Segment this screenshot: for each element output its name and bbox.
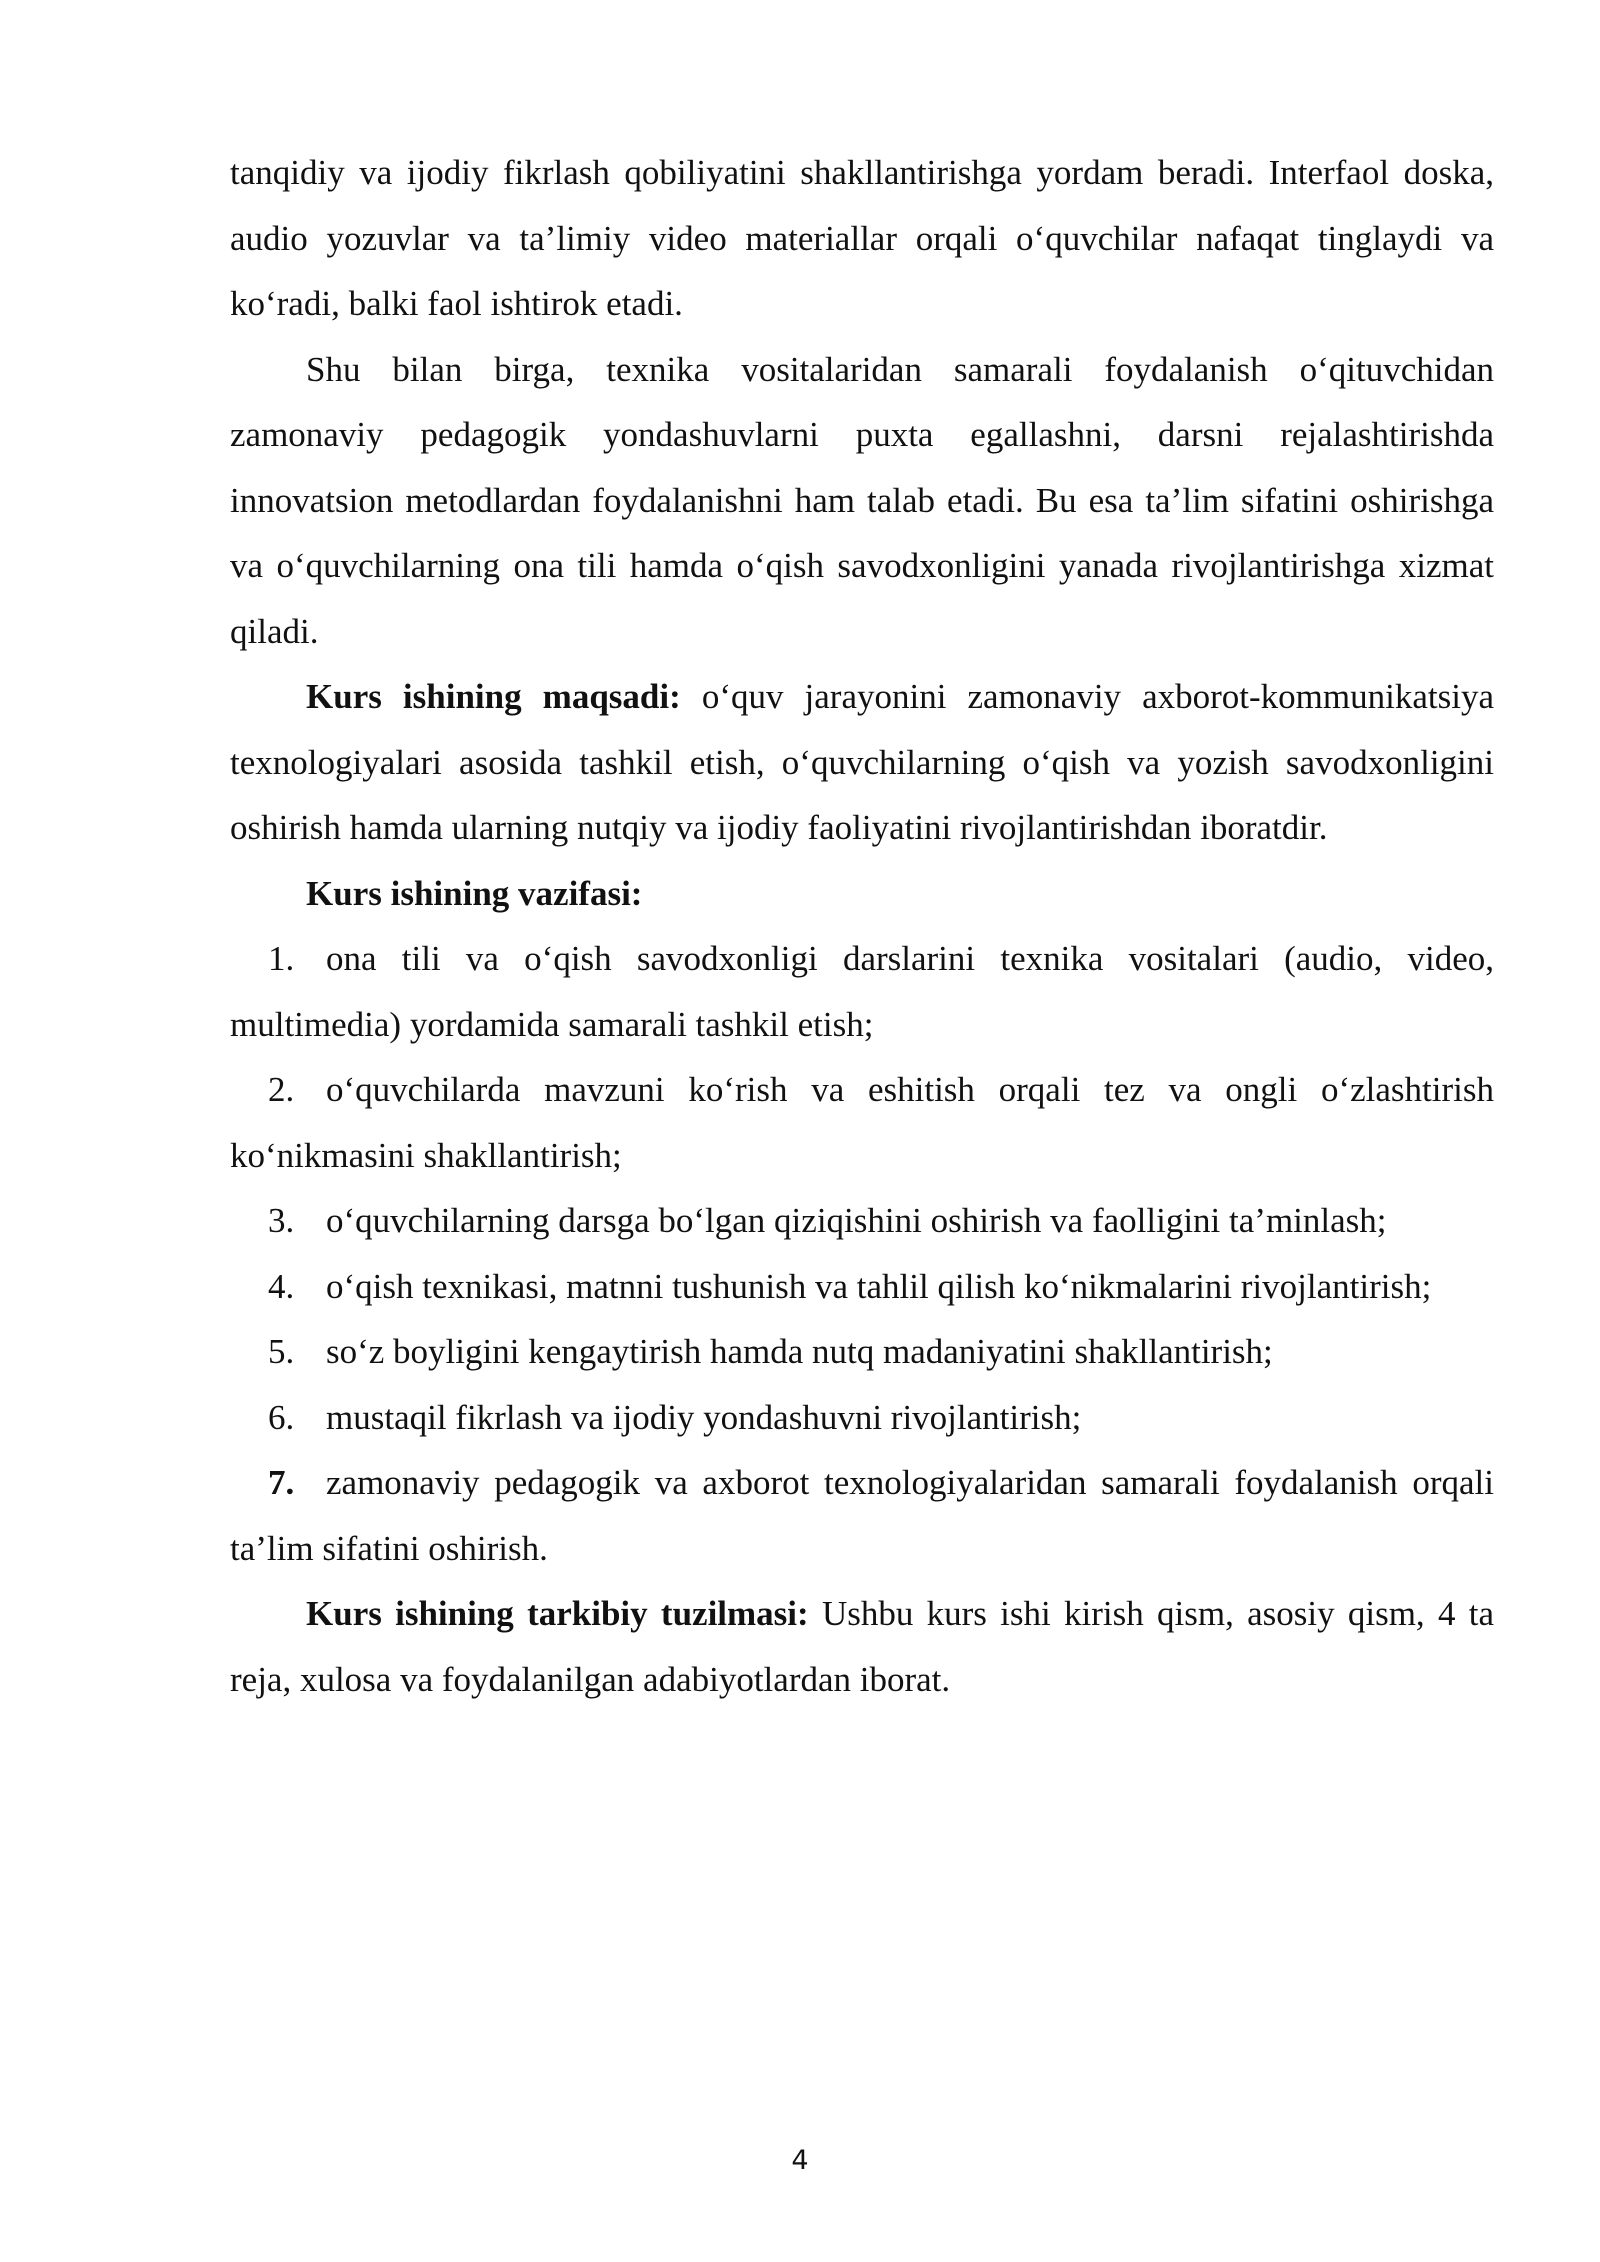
- list-item-number: 5.: [268, 1332, 295, 1371]
- list-item: [230, 1057, 1494, 1188]
- list-item-text: so‘z boyligini kengaytirish hamda nutq madaniyatini shakllantirish;: [326, 1332, 1273, 1371]
- paragraph-technical-means: Shu bilan birga, texnika vositalaridan samarali foydalanish o‘qituvchidan zamonaviy pedagogik yondashuvlarni puxta egallashni, darsni rejalashtirishda innovatsion metodlardan foydalanishni ham talab etadi. Bu esa ta’lim sifatini oshirishga va o‘quvchilarning ona tili hamda o‘qish savodxonligini yanada rivojlantirishga xizmat qiladi.: [230, 349, 1494, 651]
- list-item-text: o‘qish texnikasi, matnni tushunish va tahlil qilish ko‘nikmalarini rivojlantirish;: [326, 1266, 1432, 1306]
- list-item-text: zamonaviy pedagogik va axborot texnologiyalaridan samarali foydalanish orqali ta’lim sifatini oshirish.: [230, 1463, 1494, 1568]
- structure-text: Ushbu kurs ishi kirish qism, asosiy qism, 4 ta reja, xulosa va foydalanilgan adabiyotlardan iborat.: [230, 1594, 1494, 1699]
- structure-label: Kurs ishining tarkibiy tuzilmasi:: [306, 1594, 809, 1633]
- paragraph-continuation: tanqidiy va ijodiy fikrlash qobiliyatini shakllantirishga yordam beradi. Interfaol doska, audio yozuvlar va ta’limiy video materiallar orqali o‘quvchilar nafaqat tinglaydi va ko‘radi, balki faol ishtirok etadi.: [230, 153, 1494, 323]
- list-item-text: o‘quvchilarda mavzuni ko‘rish va eshitish orqali tez va ongli o‘zlashtirish ko‘nikmasini shakllantirish;: [230, 1070, 1494, 1175]
- goal-text: o‘quv jarayonini zamonaviy axborot-kommunikatsiya texnologiyalari asosida tashkil etish, o‘quvchilarning o‘qish va yozish savodxonligini oshirish hamda ularning nutqiy va ijodiy faoliyatini rivojlantirishdan iboratdir.: [230, 677, 1494, 847]
- list-item-text: o‘quvchilarning darsga bo‘lgan qiziqishini oshirish va faolligini ta’minlash;: [326, 1201, 1387, 1240]
- list-item-number: 4.: [268, 1266, 295, 1306]
- list-item-number: 2.: [268, 1070, 295, 1109]
- list-item: [230, 1254, 1494, 1320]
- list-item: [230, 1385, 1494, 1451]
- list-item: [230, 1450, 1494, 1581]
- list-item-number: 1.: [268, 939, 295, 978]
- list-item: [230, 1188, 1494, 1254]
- goal-label: Kurs ishining maqsadi:: [306, 677, 681, 716]
- document-page: [230, 140, 1494, 1712]
- paragraph-structure: [230, 1581, 1494, 1712]
- list-item-number: 3.: [268, 1201, 295, 1240]
- paragraph-goal: [230, 664, 1494, 861]
- list-item-text: mustaqil fikrlash va ijodiy yondashuvni rivojlantirish;: [326, 1397, 1082, 1437]
- page-number: 4: [791, 2145, 809, 2176]
- list-item: [230, 1319, 1494, 1385]
- list-item-number: 6.: [268, 1397, 295, 1437]
- list-item: [230, 926, 1494, 1057]
- list-item-text: ona tili va o‘qish savodxonligi darslarini texnika vositalari (audio, video, multimedia) yordamida samarali tashkil etish;: [230, 939, 1494, 1044]
- list-item-number: 7.: [268, 1463, 295, 1502]
- tasks-heading: Kurs ishining vazifasi:: [306, 873, 643, 913]
